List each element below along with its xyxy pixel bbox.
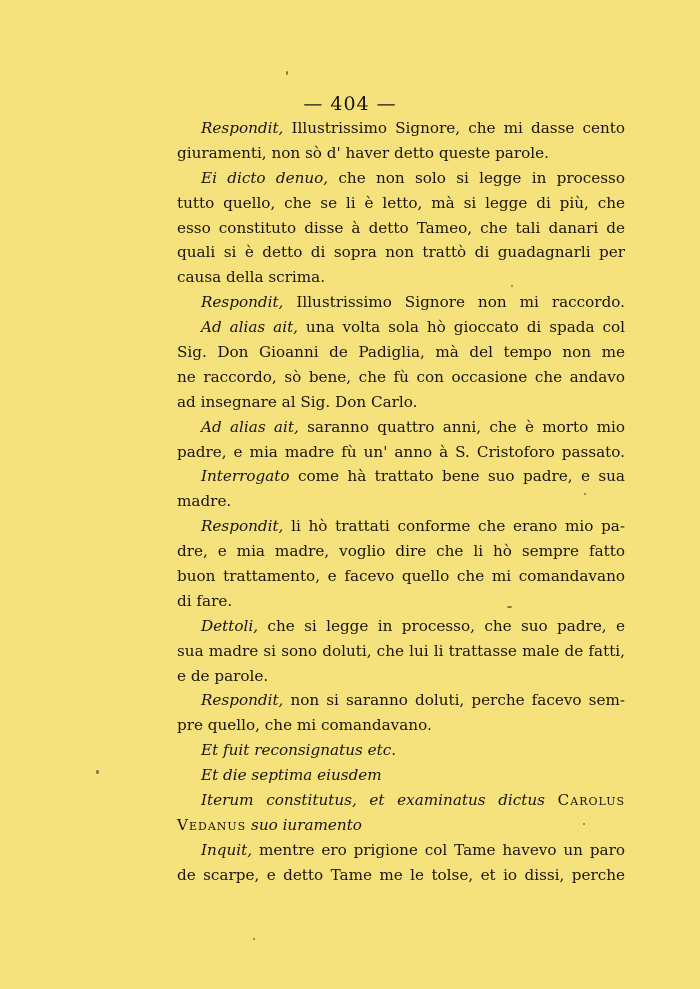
italic-text-segment: Iterum constitutus, et examinatus dictus [201,791,558,810]
text-line [177,664,625,689]
italic-text-segment: Respondit, [201,119,284,137]
text-line [177,489,625,514]
text-segment: Illustrissimo Signore, che mi dasse cento [283,119,625,137]
text-segment: e de parole. [177,666,269,685]
text-segment: ne raccordo, sò bene, che fù con occasione che andavo [177,367,625,386]
text-line [177,141,625,166]
text-segment: quali si è detto di sopra non trattò di guadagnarli per [177,243,625,262]
italic-text-segment: Ad alias ait, [201,417,299,436]
text-line [177,639,625,664]
text-line [177,116,625,141]
text-segment: ad insegnare al Sig. Don Carlo. [177,392,418,411]
italic-text-segment: Respondit, [201,517,284,536]
text-line [177,589,625,614]
text-line [177,166,625,191]
text-line [177,191,625,216]
text-line [177,390,625,415]
text-line [177,216,625,241]
text-line [177,240,625,265]
text-line [177,813,625,838]
text-line [177,788,625,813]
text-segment: sua madre si sono doluti, che lui li trattasse male de fatti, [177,641,625,660]
italic-text-segment: Ad alias ait, [201,318,298,337]
paper-speck [96,770,99,774]
paper-speck [286,71,288,75]
page-number: — 404 — [303,93,397,115]
text-segment: buon trattamento, e facevo quello che mi comandavano [177,567,625,586]
text-segment: padre, e mia madre fù un' anno à S. Cristoforo passato. [177,442,625,461]
text-segment: mentre ero prigione col Tame havevo un paro [252,840,625,859]
text-line [177,838,625,863]
text-line [177,365,625,390]
text-segment: che non solo si legge in processo [328,168,625,187]
text-segment: di fare. [177,591,233,610]
italic-text-segment: Interrogato [201,467,290,486]
text-segment: Illustrissimo Signore non mi raccordo. [283,293,625,312]
text-line [177,290,625,315]
italic-text-segment: suo iuramento [246,815,362,834]
text-line [177,614,625,639]
italic-text-segment: Respondit, [201,691,284,710]
italic-text-segment: Dettoli, [201,616,259,635]
text-segment: giuramenti, non sò d' haver detto queste parole. [177,143,549,162]
text-line [177,265,625,290]
text-segment: esso constituto disse à detto Tameo, che tali danari de [177,218,625,237]
text-segment: che si legge in processo, che suo padre, e [258,616,625,635]
text-line [177,340,625,365]
paper-speck [584,493,586,495]
text-line [177,688,625,713]
paper-speck [507,606,512,608]
text-segment: non si saranno doluti, perche facevo sem- [283,691,625,710]
text-line [177,440,625,465]
paper-speck [583,823,585,825]
italic-text-segment: Et fuit reconsignatus etc. [201,741,397,760]
text-line [177,738,625,763]
italic-text-segment: Respondit, [201,293,284,312]
text-segment: tutto quello, che se li è letto, mà si legge di più, che [177,193,625,212]
italic-text-segment: Ei dicto denuo, [201,168,329,187]
text-line [177,564,625,589]
text-segment: Sig. Don Gioanni de Padiglia, mà del tempo non me [177,343,625,362]
text-segment: madre. [177,492,232,511]
text-segment: li hò trattati conforme che erano mio pa- [283,517,625,536]
text-line [177,464,625,489]
text-line [177,713,625,738]
smallcaps-text-segment: Vedanus [177,815,247,834]
italic-text-segment: Et die septima eiusdem [201,766,382,785]
italic-text-segment: Inquit, [201,840,253,859]
text-line [177,863,625,888]
text-segment: dre, e mia madre, voglio dire che li hò sempre fatto [177,542,625,561]
smallcaps-text-segment: Carolus [557,791,625,810]
paper-speck [511,285,513,287]
text-segment: de scarpe, e detto Tame me le tolse, et io dissi, perche [177,865,625,884]
text-line [177,415,625,440]
text-line [177,539,625,564]
text-line [177,763,625,788]
page-body-text [177,116,625,888]
text-line [177,315,625,340]
text-line [177,514,625,539]
paper-speck [253,938,255,940]
text-segment: una volta sola hò gioccato di spada col [298,318,625,337]
text-segment: causa della scrima. [177,268,326,287]
text-segment: pre quello, che mi comandavano. [177,716,432,735]
text-segment: come hà trattato bene suo padre, e sua [289,467,625,486]
text-segment: saranno quattro anni, che è morto mio [298,417,625,436]
